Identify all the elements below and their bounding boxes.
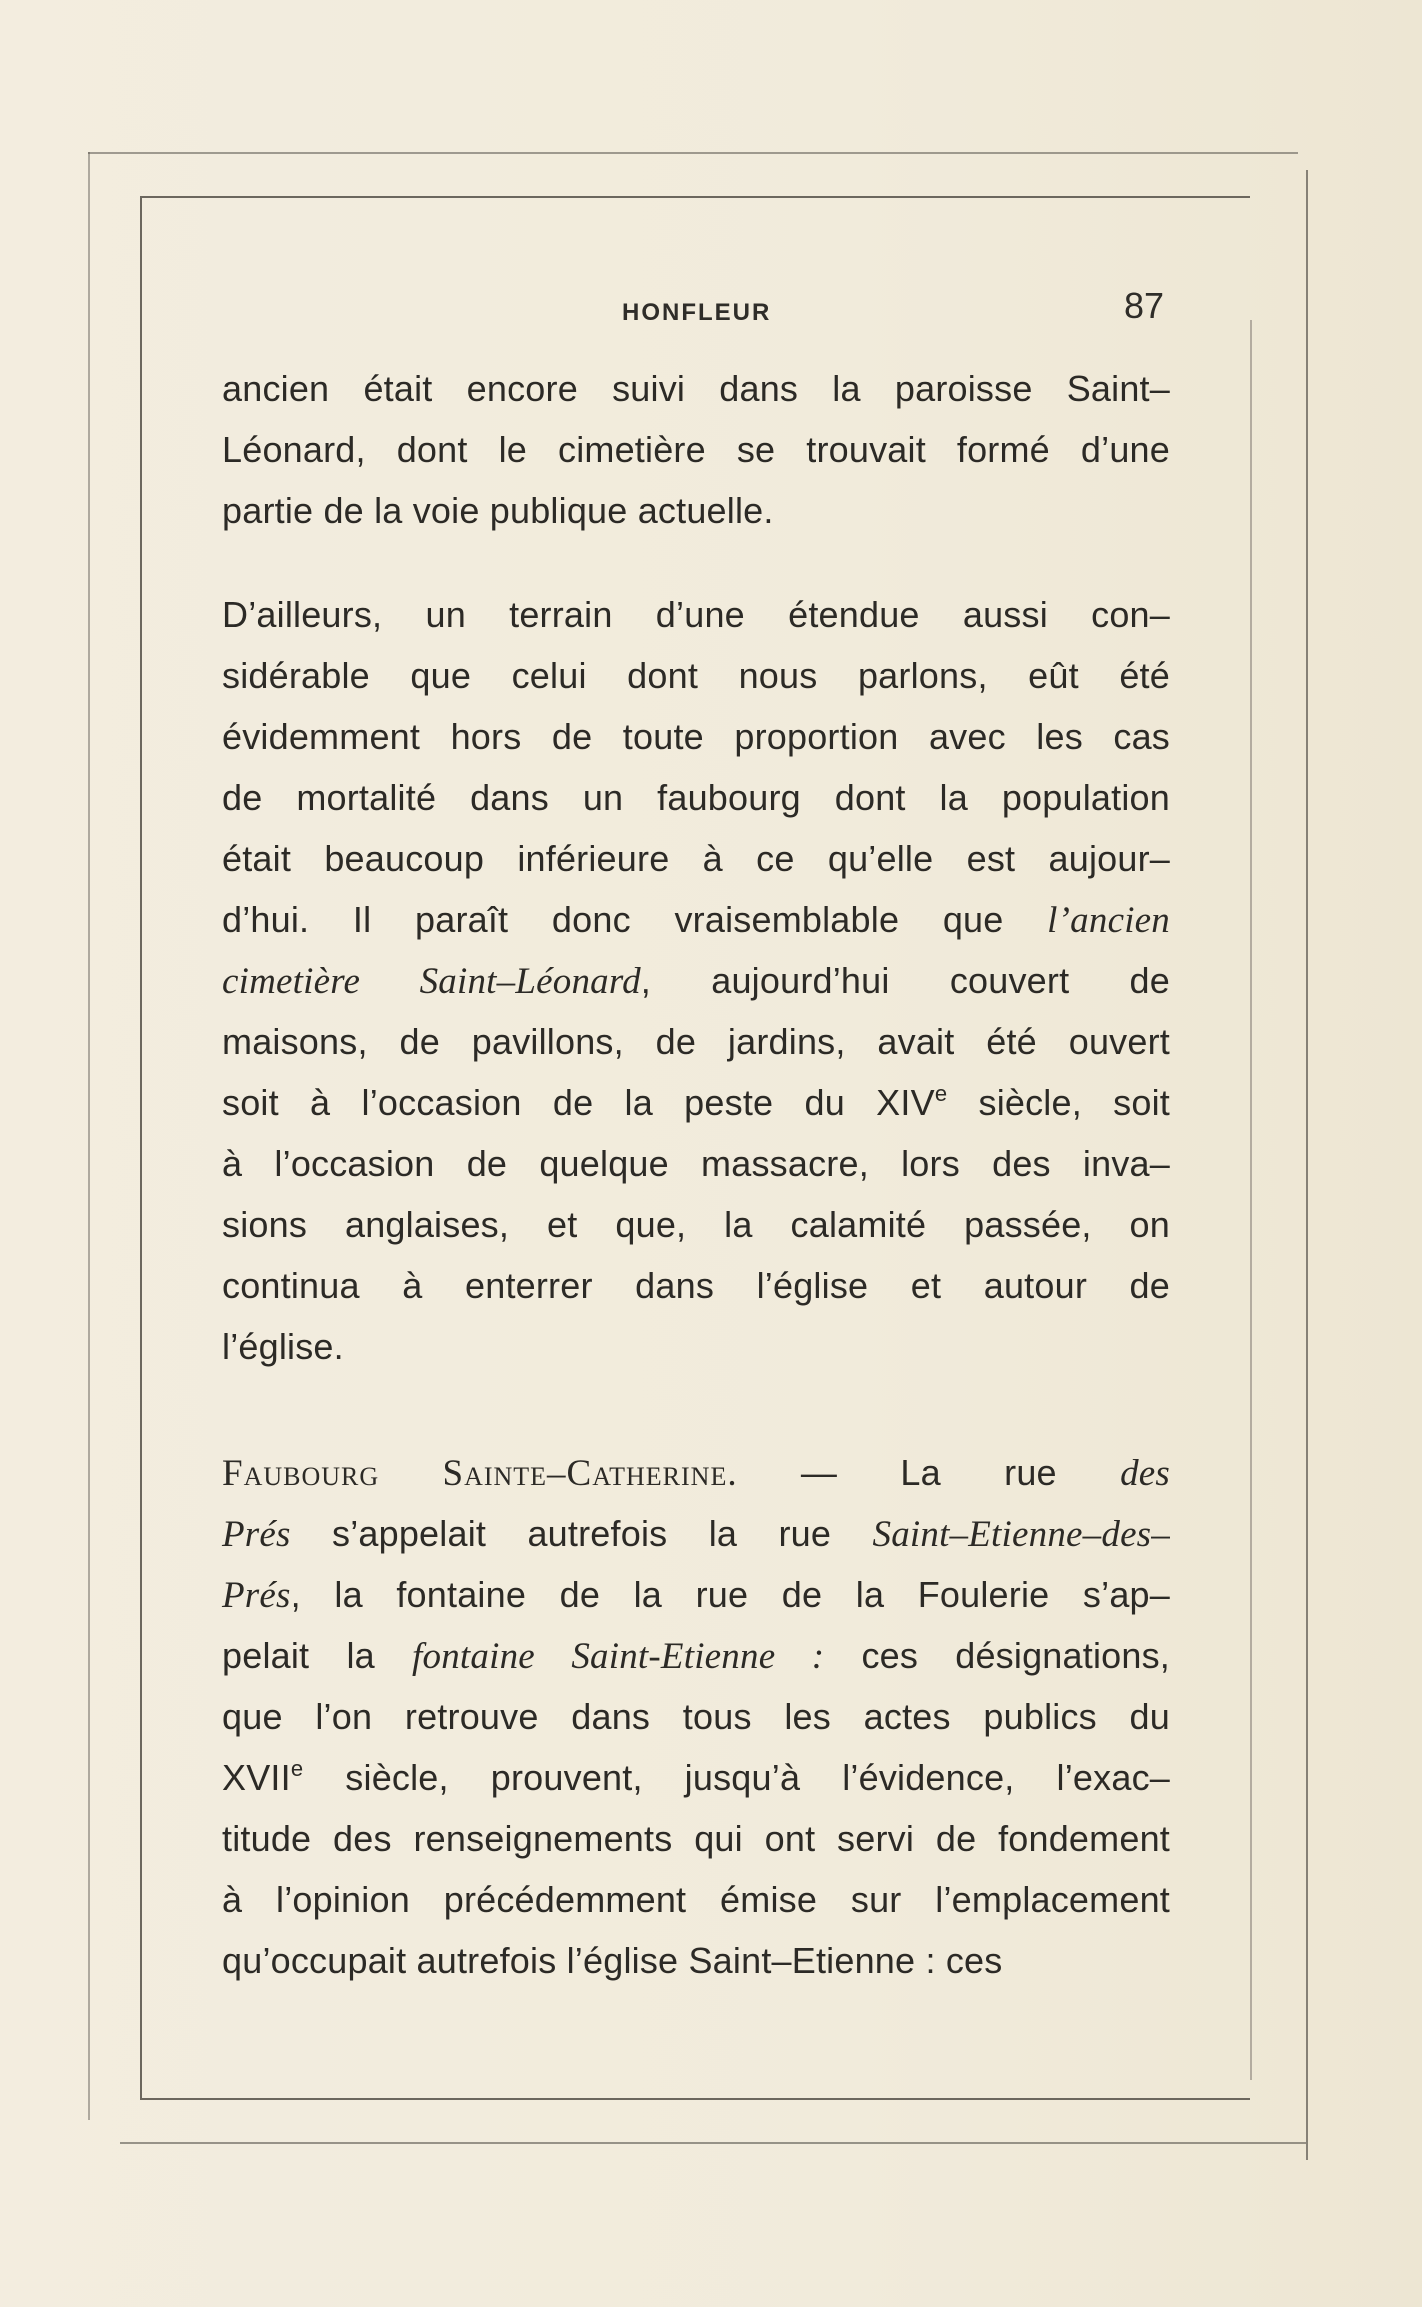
- text-line: [222, 1133, 1170, 1194]
- text-run: siècle, prouvent, jusqu’à l’évidence, l’exac–: [303, 1757, 1170, 1798]
- right-edge-rule: [1306, 170, 1308, 2160]
- text-line: [222, 1564, 1170, 1625]
- top-edge-rule: [88, 152, 1298, 154]
- text-run: D’ailleurs, un terrain d’une étendue aussi con–: [222, 594, 1170, 635]
- italic-text: Prés: [222, 1575, 291, 1616]
- text-line: [222, 889, 1170, 950]
- text-line: [222, 419, 1170, 480]
- text-run: siècle, soit: [947, 1082, 1170, 1123]
- text-run: Léonard, dont le cimetière se trouvait formé d’une: [222, 429, 1170, 470]
- text-run: partie de la voie publique actuelle.: [222, 490, 774, 531]
- text-run: était beaucoup inférieure à ce qu’elle est aujour–: [222, 838, 1170, 879]
- left-edge-rule: [88, 152, 90, 2120]
- text-run: qu’occupait autrefois l’église Saint–Etienne : ces: [222, 1940, 1003, 1981]
- bottom-edge-rule: [120, 2142, 1306, 2144]
- text-line: [222, 1011, 1170, 1072]
- text-run: sions anglaises, et que, la calamité passée, on: [222, 1204, 1170, 1245]
- text-run: soit à l’occasion de la peste du XIV: [222, 1082, 935, 1123]
- text-line: [222, 1442, 1170, 1503]
- text-run: XVII: [222, 1757, 291, 1798]
- text-line: [222, 645, 1170, 706]
- text-run: s’appelait autrefois la rue: [290, 1513, 873, 1554]
- text-run: à l’opinion précédemment émise sur l’emplacement: [222, 1879, 1170, 1920]
- text-line: [222, 828, 1170, 889]
- right-inner-rule: [1250, 320, 1252, 2080]
- text-line: [222, 1316, 1170, 1377]
- italic-text: Prés: [222, 1514, 291, 1555]
- text-line: [222, 1869, 1170, 1930]
- running-head: HONFLEUR: [622, 299, 772, 326]
- italic-text: cimetière Saint–Léonard: [222, 961, 641, 1002]
- text-run: , la fontaine de la rue de la Foulerie s’ap–: [290, 1574, 1170, 1615]
- italic-text: des: [1120, 1453, 1170, 1494]
- small-caps-heading: Faubourg Sainte–Catherine.: [222, 1453, 738, 1494]
- italic-text: Saint–Etienne–des–: [872, 1514, 1170, 1555]
- page-header: [220, 285, 1172, 335]
- text-line: [222, 1930, 1170, 1991]
- paragraph-2: [222, 584, 1170, 1377]
- text-run: de mortalité dans un faubourg dont la population: [222, 777, 1170, 818]
- text-line: [222, 706, 1170, 767]
- text-run: pelait la: [222, 1635, 413, 1676]
- text-line: [222, 358, 1170, 419]
- italic-text: l’ancien: [1047, 900, 1170, 941]
- page-number: 87: [1123, 285, 1164, 326]
- text-line: [222, 1747, 1170, 1808]
- superscript: e: [290, 1756, 304, 1781]
- text-line: [222, 1503, 1170, 1564]
- text-run: ancien était encore suivi dans la paroisse Saint–: [222, 368, 1170, 409]
- text-run: que l’on retrouve dans tous les actes publics du: [222, 1696, 1170, 1737]
- text-line: [222, 1255, 1170, 1316]
- text-run: sidérable que celui dont nous parlons, eût été: [222, 655, 1170, 696]
- text-run: d’hui. Il paraît donc vraisemblable que: [222, 899, 1048, 940]
- paragraph-1: [222, 358, 1170, 541]
- text-line: [222, 1194, 1170, 1255]
- text-line: [222, 950, 1170, 1011]
- text-run: évidemment hors de toute proportion avec les cas: [222, 716, 1170, 757]
- text-run: continua à enterrer dans l’église et autour de: [222, 1265, 1170, 1306]
- text-run: l’église.: [222, 1326, 344, 1367]
- text-line: [222, 1625, 1170, 1686]
- text-run: titude des renseignements qui ont servi de fondement: [222, 1818, 1170, 1859]
- text-line: [222, 584, 1170, 645]
- text-run: ces désignations,: [824, 1635, 1170, 1676]
- superscript: e: [934, 1081, 948, 1106]
- text-run: , aujourd’hui couvert de: [640, 960, 1170, 1001]
- text-line: [222, 1808, 1170, 1869]
- text-run: maisons, de pavillons, de jardins, avait été ouvert: [222, 1021, 1170, 1062]
- text-run: à l’occasion de quelque massacre, lors des inva–: [222, 1143, 1170, 1184]
- text-line: [222, 480, 1170, 541]
- text-line: [222, 767, 1170, 828]
- text-line: [222, 1072, 1170, 1133]
- italic-text: fontaine Saint-Etienne :: [412, 1636, 825, 1677]
- text-line: [222, 1686, 1170, 1747]
- text-run: — La rue: [737, 1452, 1121, 1493]
- paragraph-3: [222, 1442, 1170, 1991]
